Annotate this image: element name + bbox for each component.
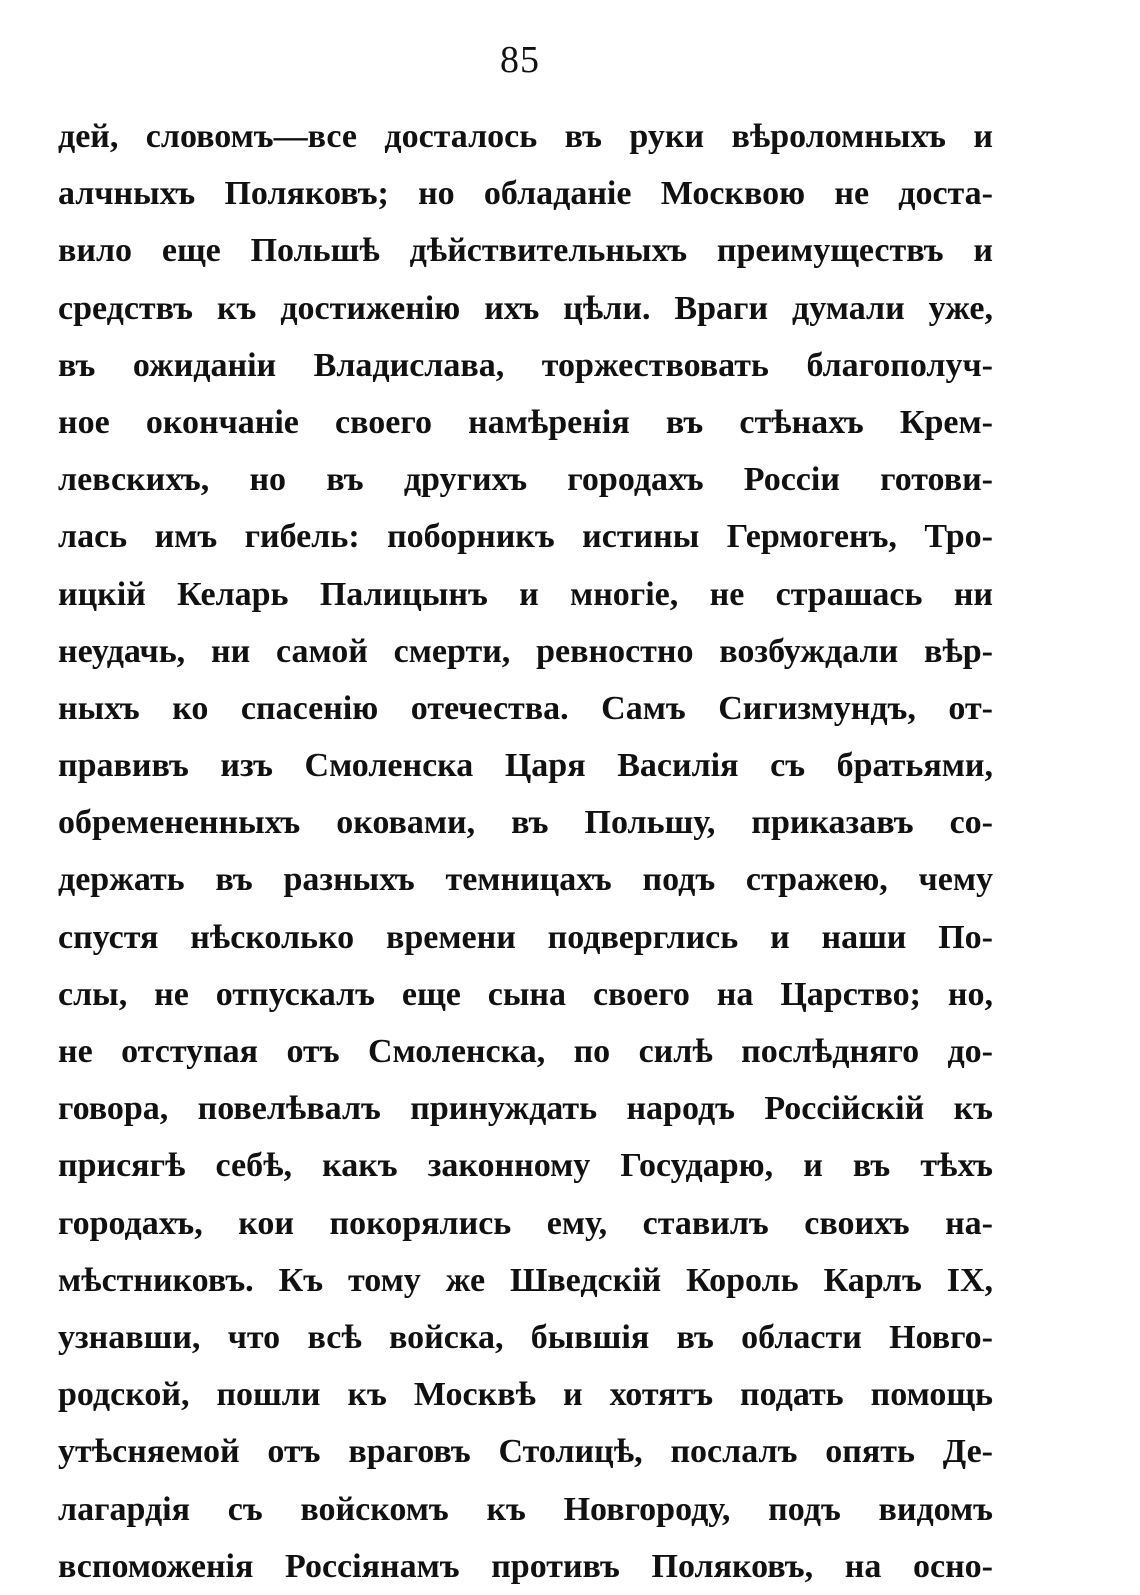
text-line: слы, не отпускалъ еще сына своего на Царство; но, — [58, 975, 993, 1013]
text-line: мѣстниковъ. Къ тому же Шведскій Король Карлъ IX, — [58, 1261, 993, 1299]
text-line: ное окончаніе своего намѣренія въ стѣнахъ Крем- — [58, 403, 993, 441]
text-line: средствъ къ достиженію ихъ цѣли. Враги думали уже, — [58, 289, 993, 327]
text-line: родской, пошли къ Москвѣ и хотятъ подать помощь — [58, 1376, 993, 1414]
text-line: лась имъ гибель: поборникъ истины Гермогенъ, Тро- — [58, 518, 993, 556]
text-line: въ ожиданіи Владислава, торжествовать благополуч- — [58, 346, 993, 384]
text-line: алчныхъ Поляковъ; но обладаніе Москвою не доста- — [58, 175, 993, 213]
text-line: левскихъ, но въ другихъ городахъ Россіи готови- — [58, 461, 993, 499]
text-line: дей, словомъ—все досталось въ руки вѣроломныхъ и — [58, 118, 993, 155]
page-number: 85 — [500, 39, 540, 81]
text-line: держать въ разныхъ темницахъ подъ стражею, чему — [58, 861, 993, 899]
text-line: утѣсняемой отъ враговъ Столицѣ, послалъ опять Де- — [58, 1433, 993, 1471]
text-line: обремененныхъ оковами, въ Польшу, приказавъ со- — [58, 804, 993, 842]
text-line: ныхъ ко спасенію отечества. Самъ Сигизмундъ, от- — [58, 689, 993, 727]
text-line: узнавши, что всѣ войска, бывшія въ области Новго- — [58, 1318, 993, 1356]
text-line: спустя нѣсколько времени подверглись и наши По- — [58, 918, 993, 956]
body-text — [58, 108, 993, 1595]
text-line: не отступая отъ Смоленска, по силѣ послѣдняго до- — [58, 1033, 993, 1070]
text-line: городахъ, кои покорялись ему, ставилъ своихъ на- — [58, 1204, 993, 1242]
text-line: правивъ изъ Смоленска Царя Василія съ братьями, — [58, 747, 993, 785]
text-line: неудачь, ни самой смерти, ревностно возбуждали вѣр- — [58, 632, 993, 670]
text-line: вспоможенія Россіянамъ противъ Поляковъ, на осно- — [58, 1547, 993, 1585]
text-line: говора, повелѣвалъ принуждать народъ Россійскій къ — [58, 1090, 993, 1128]
text-line: ицкій Келарь Палицынъ и многіе, не страшась ни — [58, 575, 993, 613]
text-line: вило еще Польшѣ дѣйствительныхъ преимуществъ и — [58, 232, 993, 270]
text-line: присягѣ себѣ, какъ законному Государю, и въ тѣхъ — [58, 1147, 993, 1185]
text-line: лагардія съ войскомъ къ Новгороду, подъ видомъ — [58, 1490, 993, 1528]
